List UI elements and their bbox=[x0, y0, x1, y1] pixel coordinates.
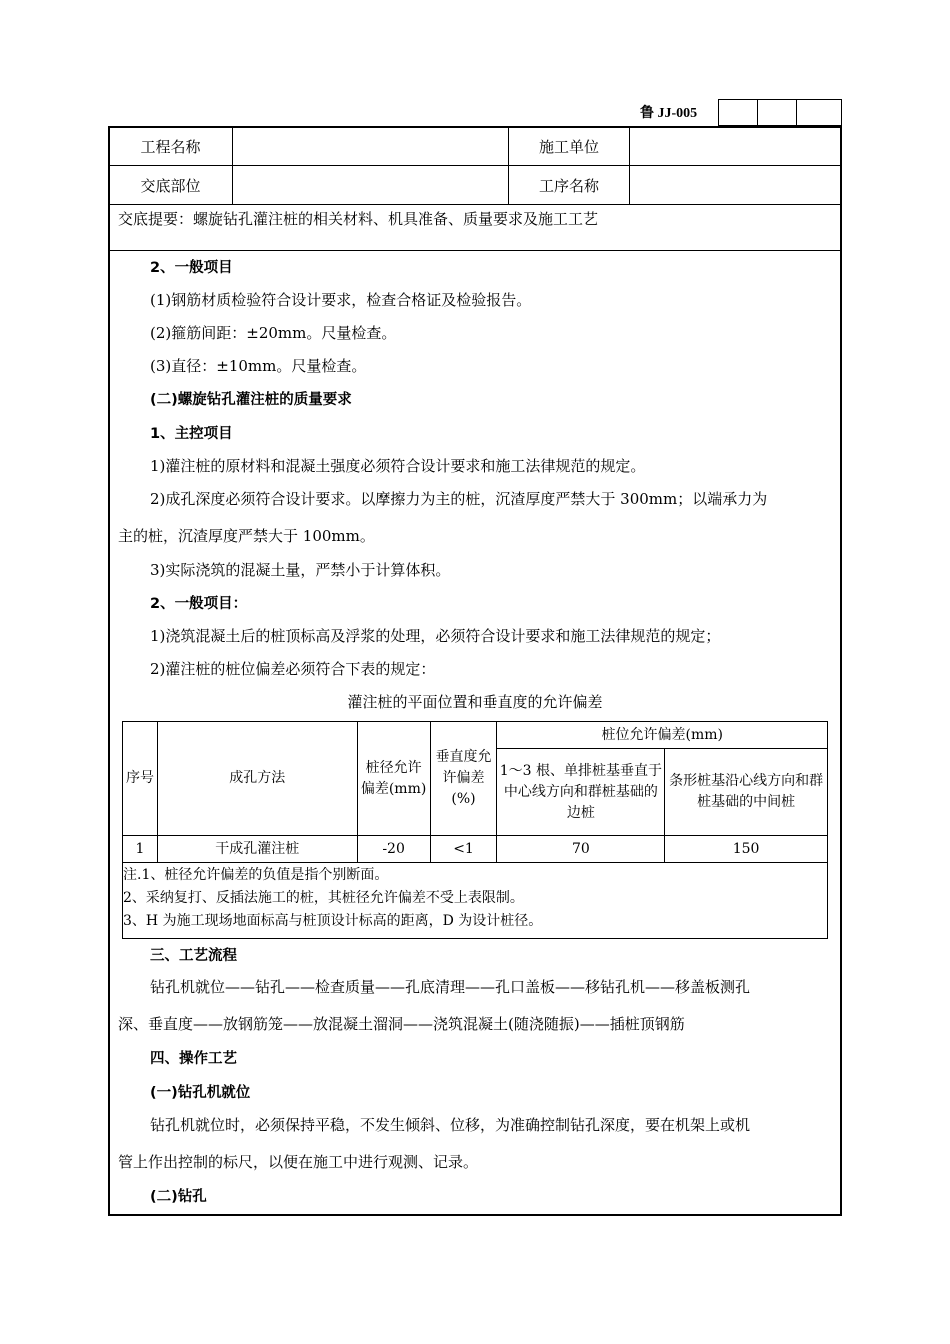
paragraph: 2)成孔深度必须符合设计要求。以摩擦力为主的桩，沉渣厚度严禁大于 300mm；以端承力为 bbox=[150, 490, 768, 508]
table-title: 灌注桩的平面位置和垂直度的允许偏差 bbox=[347, 693, 603, 711]
disclosure-part-field[interactable] bbox=[233, 166, 508, 204]
paragraph: 深、垂直度——放钢筋笼——放混凝土溜洞——浇筑混凝土(随浇随振)——插桩顶钢筋 bbox=[118, 1015, 685, 1033]
cell-position-middle: 150 bbox=[665, 836, 828, 863]
cell-verticality: <1 bbox=[430, 836, 497, 863]
process-name-label: 工序名称 bbox=[538, 176, 599, 195]
paragraph: (3)直径：±10mm。尺量检查。 bbox=[150, 357, 367, 375]
section-heading: (二)钻孔 bbox=[150, 1189, 207, 1205]
header-position-edge: 1～3 根、单排桩基垂直于中心线方向和群桩基础的边桩 bbox=[497, 749, 665, 836]
paragraph: 3)实际浇筑的混凝土量，严禁小于计算体积。 bbox=[150, 561, 451, 579]
summary-text: 交底提要：螺旋钻孔灌注桩的相关材料、机具准备、质量要求及施工工艺 bbox=[118, 210, 599, 228]
paragraph: (1)钢筋材质检验符合设计要求，检查合格证及检验报告。 bbox=[150, 291, 532, 309]
cell-no: 1 bbox=[123, 836, 158, 863]
cell-diameter: -20 bbox=[357, 836, 430, 863]
project-name-field[interactable] bbox=[233, 127, 508, 165]
section-heading: 四、操作工艺 bbox=[150, 1051, 237, 1067]
paragraph: (2)箍筋间距：±20mm。尺量检查。 bbox=[150, 324, 397, 342]
paragraph: 1)浇筑混凝土后的桩顶标高及浮浆的处理，必须符合设计要求和施工法律规范的规定； bbox=[150, 627, 721, 645]
header-method: 成孔方法 bbox=[157, 722, 357, 836]
form-code: 鲁 JJ-005 bbox=[640, 106, 698, 121]
code-box-2 bbox=[757, 99, 797, 126]
note: 3、H 为施工现场地面标高与桩顶设计标高的距离，D 为设计桩径。 bbox=[123, 913, 543, 929]
construction-unit-field[interactable] bbox=[630, 127, 840, 165]
construction-unit-label: 施工单位 bbox=[538, 137, 599, 156]
section-heading: 2、一般项目： bbox=[150, 596, 248, 612]
section-heading: (二)螺旋钻孔灌注桩的质量要求 bbox=[150, 392, 352, 408]
divider bbox=[108, 204, 842, 205]
note: 注.1、桩径允许偏差的负值是指个别断面。 bbox=[123, 867, 389, 883]
disclosure-part-label: 交底部位 bbox=[140, 176, 201, 195]
paragraph: 2)灌注桩的桩位偏差必须符合下表的规定： bbox=[150, 660, 436, 678]
header-verticality: 垂直度允许偏差(%) bbox=[430, 722, 497, 836]
deviation-table bbox=[122, 721, 828, 863]
header-no: 序号 bbox=[123, 722, 158, 836]
cell-method: 干成孔灌注桩 bbox=[157, 836, 357, 863]
paragraph: 钻孔机就位——钻孔——检查质量——孔底清理——孔口盖板——移钻孔机——移盖板测孔 bbox=[150, 978, 751, 996]
note: 2、采纳复打、反插法施工的桩，其桩径允许偏差不受上表限制。 bbox=[123, 890, 524, 906]
project-name-label: 工程名称 bbox=[140, 137, 201, 156]
header-position-middle: 条形桩基沿心线方向和群桩基础的中间桩 bbox=[665, 749, 828, 836]
cell-position-edge: 70 bbox=[497, 836, 665, 863]
section-heading: (一)钻孔机就位 bbox=[150, 1085, 251, 1101]
paragraph: 钻孔机就位时，必须保持平稳，不发生倾斜、位移，为准确控制钻孔深度，要在机架上或机 bbox=[150, 1116, 751, 1134]
code-box-1 bbox=[718, 99, 758, 126]
header-position: 桩位允许偏差(mm) bbox=[497, 722, 828, 749]
table-row bbox=[123, 836, 828, 863]
paragraph: 1)灌注桩的原材料和混凝土强度必须符合设计要求和施工法律规范的规定。 bbox=[150, 457, 646, 475]
divider bbox=[108, 250, 842, 251]
process-name-field[interactable] bbox=[630, 166, 840, 204]
code-box-3 bbox=[796, 99, 842, 126]
section-heading: 三、工艺流程 bbox=[150, 948, 237, 964]
section-heading: 1、主控项目 bbox=[150, 426, 233, 442]
section-heading: 2、一般项目 bbox=[150, 260, 233, 276]
paragraph: 管上作出控制的标尺，以便在施工中进行观测、记录。 bbox=[118, 1153, 479, 1171]
paragraph: 主的桩，沉渣厚度严禁大于 100mm。 bbox=[118, 527, 375, 545]
header-diameter: 桩径允许偏差(mm) bbox=[357, 722, 430, 836]
table-notes bbox=[122, 863, 828, 939]
